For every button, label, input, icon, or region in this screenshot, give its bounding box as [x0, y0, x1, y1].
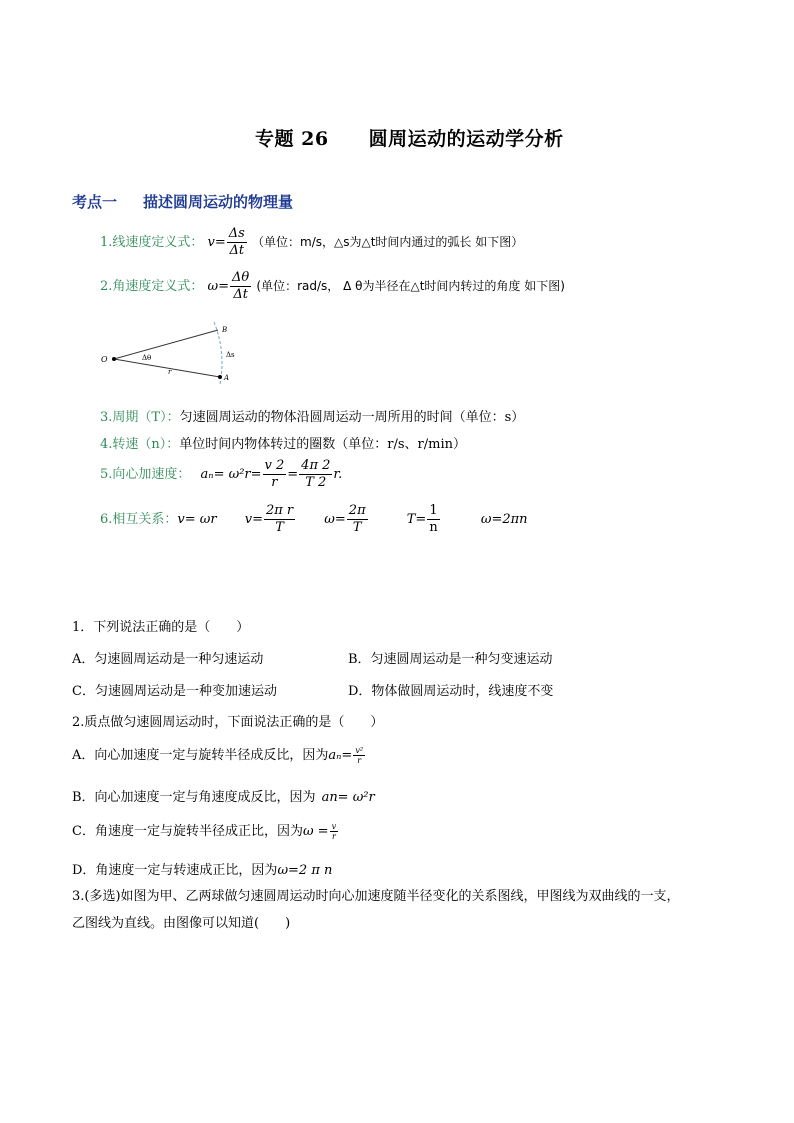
label-ds: Δs — [226, 351, 235, 359]
def2-num: Δθ — [232, 270, 250, 285]
def5-tail: r. — [333, 467, 343, 482]
label-a: A — [224, 374, 230, 382]
arc-diagram — [96, 318, 246, 388]
def2-note: (单位：rad/s， Δ θ为半径在△t时间内转过的角度 如下图) — [256, 279, 565, 293]
definition-linear-velocity — [100, 226, 523, 259]
rel-1: v= ωr — [177, 512, 217, 527]
def2-label: 2.角速度定义式： — [100, 279, 204, 294]
definition-period — [100, 406, 524, 425]
page-title — [255, 124, 564, 151]
def3-label: 3.周期（T）： — [100, 410, 180, 425]
q2-stem: 2.质点做匀速圆周运动时，下面说法正确的是（ ） — [72, 715, 384, 730]
rel-4-den: n — [429, 520, 438, 535]
def1-num: Δs — [228, 226, 245, 241]
def1-lhs: v= — [207, 235, 226, 250]
rel-2-fraction — [264, 503, 295, 536]
label-theta: Δθ — [142, 354, 152, 362]
def1-fraction — [227, 226, 247, 259]
title-prefix: 专题 26 — [255, 128, 329, 150]
q2-a-lhs: aₙ= — [328, 748, 353, 763]
label-b: B — [222, 326, 228, 334]
def3-text: 匀速圆周运动的物体沿圆周运动一周所用的时间（单位：s） — [179, 410, 525, 425]
q3-line-2: 乙图线为直线。由图像可以知道( ) — [72, 916, 291, 931]
rel-3-fraction — [347, 503, 368, 536]
def5-f1-num: v 2 — [264, 458, 285, 473]
arc-path — [214, 322, 222, 384]
q3-line-1: 3.(多选)如图为甲、乙两球做匀速圆周运动时向心加速度随半径变化的关系图线，甲图线为双曲线的一支， — [72, 889, 680, 904]
def1-den: Δt — [229, 243, 245, 258]
q1-option-a: A．匀速圆周运动是一种匀速运动 — [72, 652, 264, 667]
radius-line-b — [114, 330, 218, 359]
q1-option-c: C．匀速圆周运动是一种变加速运动 — [72, 684, 277, 699]
def5-f2-num: 4π 2 — [301, 458, 331, 473]
q1-option-d: D．物体做圆周运动时，线速度不变 — [348, 684, 554, 699]
def5-f1-den: r — [271, 475, 278, 490]
def2-fraction — [230, 270, 251, 303]
q2-b-text: B．向心加速度一定与角速度成反比，因为 — [72, 790, 316, 805]
rel-4-num: 1 — [427, 503, 439, 520]
def2-lhs: ω= — [207, 279, 230, 294]
rel-2-lhs: v= — [244, 512, 263, 527]
def5-fraction-1 — [263, 458, 287, 491]
rel-2-num: 2π r — [265, 503, 294, 518]
q2-c-den: r — [331, 832, 336, 841]
q2-a-den: r — [357, 756, 362, 765]
q2-c-text: C．角速度一定与旋转半径成正比，因为 — [72, 824, 303, 839]
section-label: 考点一 — [72, 193, 118, 211]
q2-a-fraction — [353, 746, 365, 765]
q1-option-b: B．匀速圆周运动是一种匀变速运动 — [348, 652, 553, 667]
q2-a-text: A．向心加速度一定与旋转半径成反比，因为 — [72, 748, 329, 763]
def4-label: 4.转速（n）： — [100, 437, 180, 452]
q2-c-lhs: ω = — [302, 824, 329, 839]
radius-line-a — [114, 359, 220, 377]
title-text: 圆周运动的运动学分析 — [368, 128, 564, 150]
def4-text: 单位时间内物体转过的圈数（单位：r/s、r/min） — [179, 437, 466, 452]
def2-den: Δt — [233, 287, 248, 302]
rel-2-den: T — [275, 520, 284, 535]
q2-a-num: v² — [355, 746, 364, 755]
q2-b-formula: an= ω²r — [321, 790, 375, 805]
label-r: r — [168, 368, 172, 376]
definition-relations — [100, 503, 528, 536]
def1-label: 1.线速度定义式： — [100, 235, 204, 250]
label-o: O — [101, 355, 108, 364]
point-o — [112, 357, 116, 361]
def5-f2-den: T 2 — [305, 475, 327, 490]
rel-4-lhs: T= — [406, 512, 427, 527]
q2-c-fraction — [330, 822, 339, 841]
def5-eq: = — [287, 467, 299, 482]
q2-d-formula: ω=2 π n — [277, 863, 333, 878]
section-heading — [72, 191, 293, 212]
q2-option-d — [72, 859, 332, 878]
definition-centripetal-acceleration — [100, 458, 342, 491]
q1-stem: 1．下列说法正确的是（ ） — [72, 620, 250, 635]
rel-3-lhs: ω= — [324, 512, 346, 527]
def1-note: （单位：m/s，△s为△t时间内通过的弧长 如下图） — [252, 235, 524, 249]
q2-c-num: v — [331, 822, 337, 831]
def5-label: 5.向心加速度： — [100, 467, 191, 482]
point-a — [218, 375, 222, 379]
def5-fraction-2 — [299, 458, 332, 491]
rel-5: ω=2πn — [480, 512, 528, 527]
rel-4-fraction — [427, 503, 439, 536]
q2-option-b — [72, 786, 375, 805]
q2-option-c — [72, 820, 339, 841]
q2-d-text: D．角速度一定与转速成正比，因为 — [72, 863, 278, 878]
def6-label: 6.相互关系： — [100, 512, 178, 527]
rel-3-den: T — [352, 520, 362, 535]
definition-angular-velocity — [100, 270, 565, 303]
section-title: 描述圆周运动的物理量 — [143, 193, 294, 211]
rel-3-num: 2π — [348, 503, 366, 518]
q2-option-a — [72, 744, 366, 765]
definition-rotation-speed — [100, 433, 466, 452]
def5-a: aₙ= ω²r= — [200, 467, 262, 482]
